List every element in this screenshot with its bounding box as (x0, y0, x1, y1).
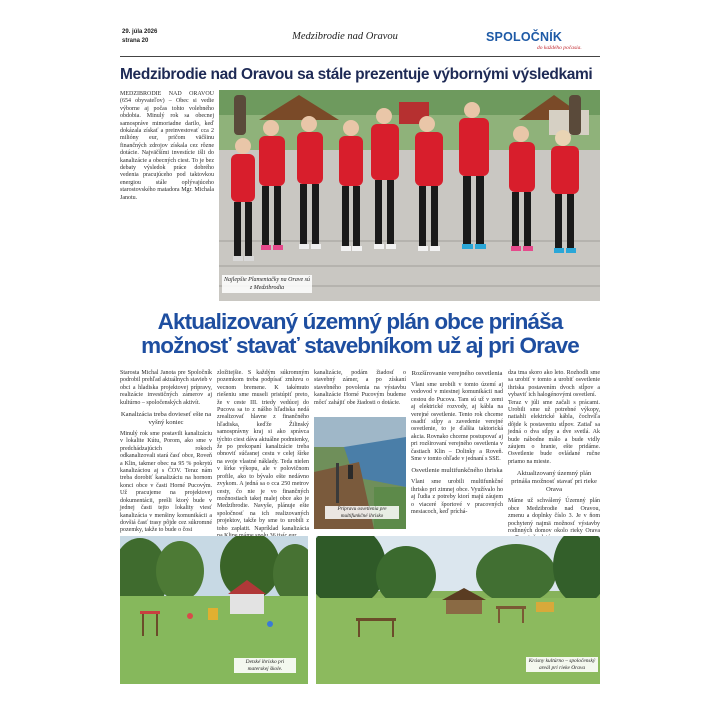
page-number: strana 20 (122, 38, 149, 44)
column4-subheading-1: Rozšírovanie verejného osvetlenia (411, 370, 503, 377)
section-title: Medzibrodie nad Oravou (292, 31, 398, 42)
article1-headline: Medzibrodie nad Oravou sa stále prezentuje výbornými výsledkami (120, 66, 593, 83)
article2-headline (120, 310, 600, 358)
column4-subheading-2: Osvetlenie multifunkčného ihriska (411, 467, 503, 475)
article2-column-2 (217, 370, 309, 548)
article2-headline-line1: Aktualizovaný územný plán obce prináša (157, 309, 563, 334)
column1-paragraph-2: Minulý rok sme postavili kanalizáciu v lokalite Kútu, Porom, ako sme v predchádzajúcich rokoch odkanalizovali stará časť obce, Roveň a Klin, takmer obec na 95 % pokrytú kanalizáciou aj s ČOV. Teraz nám treba dorobiť kanalizáciu na hornom konci obce v časti Horné Pucovým. Už pracujeme na projektovej dokumentácii, prešli ktorý bude v jednej časti tejto lokality viesť kanalizácia v menšiny komunikácii a dovšiá časť trasy pôjde cez súkromné pozemky, takže to bude o čosi (120, 431, 212, 534)
column5-paragraph-2: Teraz v júli sme začali s prácami. Urobili sme už potrebné výkopy, natiahli elektrické kábla, čochvíľa dôjde k postaveniu stĺpov. Zatiaľ sa jedná o dva stĺpy a dve svetlá. Ak bude nábodne málo a bude vidly záujem o hranie, ešte pridáme. Osvetlenie bude ovládané ručne priamo na mieste. (508, 399, 600, 465)
lighting-photo-caption: Prípravu osvetlenia pre multifunkčné ihrisko (325, 506, 399, 519)
article2-column-4 (411, 370, 503, 517)
column1-subheading: Kanalizácia treba dovieseť ešte na vyšný koniec (120, 411, 212, 427)
issue-date: 29. júla 2026 (122, 29, 158, 35)
team-photo-caption: Najlepšie Plameniačky na Orave sú z Medzibrodia (222, 275, 312, 293)
brand-tagline: do každého počasia. (537, 45, 582, 51)
article1-intro: MEDZIBRODIE NAD ORAVOU (654 obyvateľov) – Obec si vedie výborne aj počas tohto volebného obdobia. Minulý rok sa obecnej samospráve mimoriadne darilo, keď dokázala získať a preinvestovať cca 2 milióny eur, pričom väčšinu finančných zdrojov získala cez rôzne dotácie. Najväčšími investície išli do kanalizácie a obecných ciest. To je bez debaty výsledok práce dobrého vedenia pracujúceho pod taktovkou energiou stále oplývajúceho starostovského matadora Mgr. Michala Janotu. (120, 91, 214, 201)
article2-column-5 (508, 370, 600, 543)
team-photo-illustration (219, 90, 600, 301)
column5-subheading: Aktualizovaný územný plán prináša možnosť stavať pri rieke Orava (511, 470, 597, 494)
team-photo (219, 90, 600, 301)
cultural-area-photo-caption: Krásny kultúrno – spoločenský areál pri rieke Orava (526, 657, 598, 672)
playground-photo-caption: Detské ihrisko pri materskej škole. (234, 658, 296, 673)
column5-paragraph-1: dza tma skoro ako leto. Rozhodli sme sa urobiť v tomto a urobiť osvetlenie ihriska postavením dvoch stĺpov a vybaviť ich halogénovými osvetlení. (508, 370, 600, 399)
article2-column-3 (314, 370, 406, 407)
column4-paragraph-1: Vlani sme urobili v tomto území aj vodovod v miestnej komunikácii nad cestou do Pucova. Tam sú už v zemi aj elektrické rozvody, aj kábla na verejné osvetlenie. Tento rok chceme osadiť stĺpy a zavedenie verejné osvetlenie, to je ďalšia taktorická akcia. Rovnako chceme postupovať aj pri rozširovaní verejného osvetlenia v častiach Klin – Dolinky a Roveň. Sme v tomto ohľade v jednaní s SSE. (411, 382, 503, 463)
column4-paragraph-2: Vlani sme urobili multifunkčné ihrisko pri zimnej obce. Využívalo ho aj ľudia z potreby ktorí majú záujem o viaceré športové v pracovných mesiacoch, keď príchá- (411, 479, 503, 516)
column3-paragraph-1: kanalizácie, podám žiadosť o stavebný zámer, a po získaní stavebného povolenia na výstavbu kanalizácie Horné Pucovým budeme môcť zahájiť obe žiadosti o dotácie. (314, 370, 406, 406)
column2-paragraph-1: zložitejšie. S každým súkromným pozemkom treba podpísať zmluvu o vecnom bremene. K takémuto riešeniu sme museli pristúpiť preto, že v ceste III. triedy vedúcej do Pucova sa to z nášho hľadiska nedá zrealizovať hlavne z finančného hľadiska, keďže Žilinský samosprávny kraj si ako správca týchto ciest dáva aktuálne podmienky, že po prekopaní kanalizácie treba obnoviť súčasnej cestu v celej šírke na svoje vlastné náklady. Teda nielen v šírke výkopu, ale v polovičnom profile, ako to bývalo ešte nedávno zvykom. A jedná sa o cca 250 metrov cesty, čo nie je vo finančných možnostiach takej malej obce ako je Medzibrodie. Navyše, plánuje ešte spoločnosť na ich realizovaných projektov, takže by sme to urobili z toho zaplatit. Napríklad kanalizácia (217, 370, 309, 532)
article2-column-1 (120, 370, 212, 535)
header-divider (120, 56, 600, 57)
column5-paragraph-3: Máme už schválený Územný plán obce Medzibrodie nad Oravou, zmenu a doplnky číslo 3. Je v ňom pochytený najmä možnosť výstavby rodinných domov okolo rieky Orava (508, 498, 600, 534)
article2-headline-line2: možnosť stavať stavebníkom už aj pri Orave (141, 333, 579, 358)
column1-paragraph-1: Starosta Michal Janota pre Spoločník podrobil prehľad aktuálnych stavieb v obci a hladiska projektovej prípravy, realizácie investičných zámerov aj kultúrno – spoločenských aktivít. (120, 370, 212, 406)
brand-logo: SPOLOČNÍK (486, 30, 563, 44)
issue-date-block (122, 28, 157, 46)
